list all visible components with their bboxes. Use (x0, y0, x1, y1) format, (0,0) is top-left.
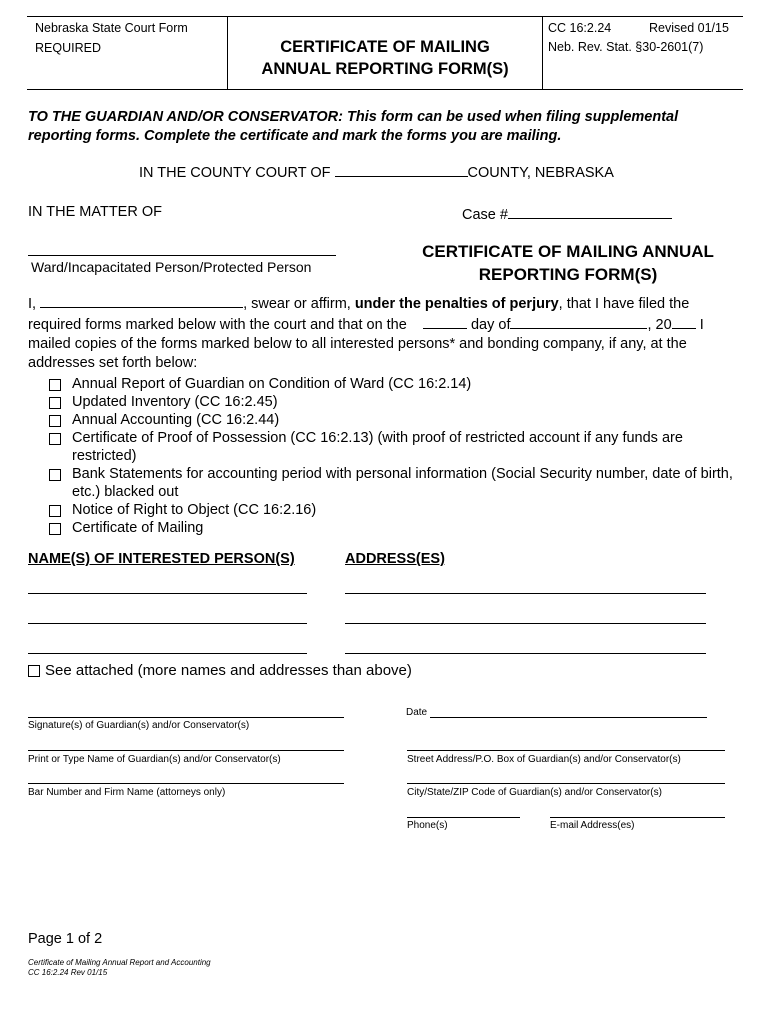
statement-line1-end: , that I have filed the (558, 296, 690, 312)
addresses-column-header: ADDRESS(ES) (345, 551, 445, 567)
interested-person-address-field[interactable] (345, 653, 706, 654)
county-name-field[interactable] (335, 162, 468, 177)
month-field[interactable] (510, 314, 647, 329)
header-divider-right (542, 16, 543, 90)
statement-day-of: day of (470, 317, 511, 333)
printed-name-field[interactable] (28, 750, 344, 751)
date-field[interactable] (430, 717, 707, 718)
case-number-field[interactable] (508, 204, 672, 219)
checklist-item: Certificate of Mailing (49, 519, 739, 537)
footer-line2: CC 16:2.24 Rev 01/15 (28, 968, 108, 977)
checkbox[interactable] (49, 415, 61, 427)
footer (28, 958, 211, 978)
checklist-item: Annual Accounting (CC 16:2.44) (49, 411, 739, 429)
email-label: E-mail Address(es) (550, 820, 635, 831)
interested-person-address-field[interactable] (345, 593, 706, 594)
checklist-item: Notice of Right to Object (CC 16:2.16) (49, 501, 739, 519)
revised-date: Revised 01/15 (649, 21, 729, 35)
statement-line-1 (28, 293, 743, 314)
ward-name-field[interactable] (28, 255, 336, 256)
checkbox[interactable] (49, 505, 61, 517)
interested-person-address-field[interactable] (345, 623, 706, 624)
header-divider-left (227, 16, 228, 90)
certificate-title (400, 240, 736, 286)
street-address-label: Street Address/P.O. Box of Guardian(s) and/or Conservator(s) (407, 754, 681, 765)
footer-line1: Certificate of Mailing Annual Report and Accounting (28, 958, 211, 967)
county-court-prefix: IN THE COUNTY COURT OF (139, 165, 331, 181)
header-title-line2: ANNUAL REPORTING FORM(S) (261, 60, 509, 78)
forms-checklist (49, 375, 739, 537)
form-number: CC 16:2.24 (548, 21, 612, 35)
checkbox[interactable] (49, 469, 61, 481)
certification-statement (28, 293, 743, 373)
county-court-suffix: COUNTY, NEBRASKA (467, 165, 614, 181)
certificate-title-line1: CERTIFICATE OF MAILING ANNUAL (422, 242, 714, 261)
checkbox[interactable] (49, 433, 61, 445)
year-field[interactable] (672, 314, 696, 329)
see-attached-option (28, 662, 412, 679)
statement-line2-start: required forms marked below with the court and that on the (28, 317, 407, 333)
statement-line-4: addresses set forth below: (28, 355, 198, 371)
certificate-title-line2: REPORTING FORM(S) (478, 265, 658, 284)
checkbox[interactable] (49, 523, 61, 535)
statement-line2-end: I (699, 317, 704, 333)
instructions: TO THE GUARDIAN AND/OR CONSERVATOR: This form can be used when filing supplemental reporting forms. Complete the certificate and mark the forms you are mailing. (28, 109, 679, 144)
case-number-line (462, 204, 672, 223)
checkbox[interactable] (49, 379, 61, 391)
phone-field[interactable] (407, 817, 520, 818)
day-field[interactable] (423, 314, 467, 329)
see-attached-label: See attached (more names and addresses than above) (45, 662, 412, 679)
signature-field[interactable] (28, 717, 344, 718)
signature-label: Signature(s) of Guardian(s) and/or Conservator(s) (28, 720, 250, 731)
bar-number-label: Bar Number and Firm Name (attorneys only) (28, 787, 226, 798)
checklist-item: Bank Statements for accounting period with personal information (Social Security number, date of birth, etc.) blacked out (49, 465, 739, 501)
printed-name-label: Print or Type Name of Guardian(s) and/or Conservator(s) (28, 754, 281, 765)
interested-person-name-field[interactable] (28, 623, 307, 624)
statement-penalty: under the penalties of perjury (354, 296, 559, 312)
header-title (230, 36, 540, 80)
checklist-item: Annual Report of Guardian on Condition of Ward (CC 16:2.14) (49, 375, 739, 393)
city-state-zip-field[interactable] (407, 783, 725, 784)
checklist-item: Updated Inventory (CC 16:2.45) (49, 393, 739, 411)
date-label: Date (406, 707, 428, 718)
names-column-header: NAME(S) OF INTERESTED PERSON(S) (28, 551, 295, 567)
bar-number-field[interactable] (28, 783, 344, 784)
matter-label: IN THE MATTER OF (28, 204, 162, 220)
phone-label: Phone(s) (407, 820, 448, 831)
statement-line-3: mailed copies of the forms marked below to all interested persons* and bonding company, if any, at the (28, 336, 687, 352)
form-source: Nebraska State Court Form (35, 21, 188, 35)
header-title-line1: CERTIFICATE OF MAILING (280, 38, 490, 56)
statement-year-prefix: , 20 (647, 317, 672, 333)
statement-i: I, (28, 296, 37, 312)
interested-person-name-field[interactable] (28, 593, 307, 594)
ward-label: Ward/Incapacitated Person/Protected Person (31, 259, 312, 275)
city-state-zip-label: City/State/ZIP Code of Guardian(s) and/or Conservator(s) (407, 787, 662, 798)
see-attached-checkbox[interactable] (28, 665, 40, 677)
affiant-name-field[interactable] (40, 293, 243, 308)
email-field[interactable] (550, 817, 725, 818)
statute-reference: Neb. Rev. Stat. §30-2601(7) (548, 40, 704, 54)
checkbox[interactable] (49, 397, 61, 409)
header-top-rule (27, 16, 743, 17)
statement-line-2 (28, 314, 743, 335)
street-address-field[interactable] (407, 750, 725, 751)
case-label: Case # (462, 207, 508, 223)
page-number: Page 1 of 2 (28, 931, 103, 947)
header-bottom-rule (27, 89, 743, 90)
checklist-item: Certificate of Proof of Possession (CC 16:2.13) (with proof of restricted account if any funds are restricted) (49, 429, 739, 465)
county-court-line (139, 162, 614, 181)
statement-swear: , swear or affirm, (243, 296, 351, 312)
required-label: REQUIRED (35, 41, 101, 55)
interested-person-name-field[interactable] (28, 653, 307, 654)
form-header (27, 16, 743, 90)
